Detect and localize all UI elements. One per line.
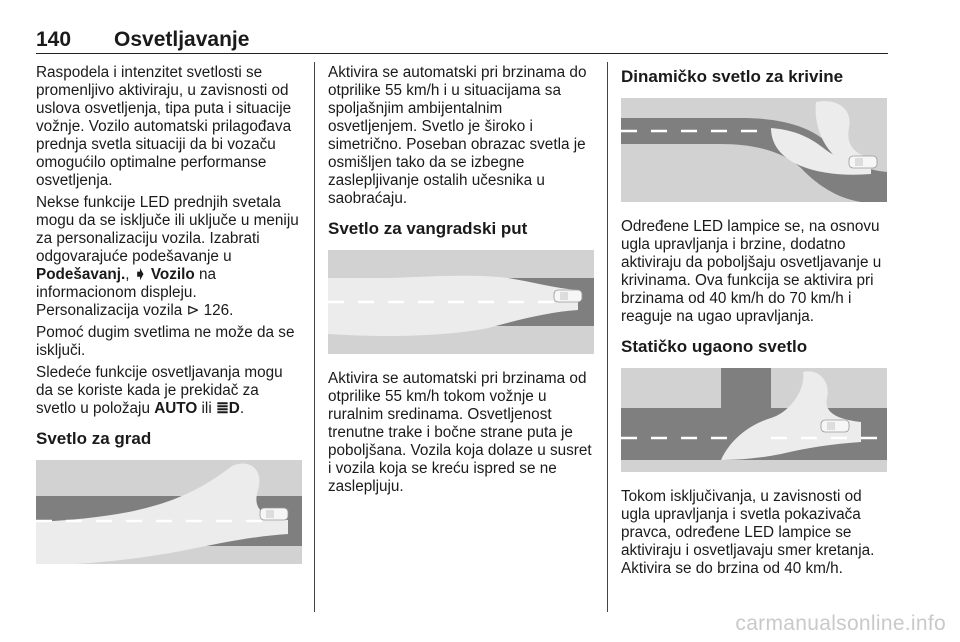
page-number: 140 xyxy=(36,28,72,51)
paragraph-static-light: Tokom isključivanja, u zavisnosti od ugla upravljanja i svetla pokazivača pravca, određene LED lampice se aktiviraju i osvetljavaju smer kretanja. Aktivira se do brzina od 40 km/h. xyxy=(621,488,875,577)
heading-city-light: Svetlo za grad xyxy=(36,429,152,448)
chapter-title: Osvetljavanje xyxy=(114,28,250,51)
page-ref-icon: ⊳ xyxy=(186,302,200,319)
dynamic-light-diagram xyxy=(621,98,887,202)
column-divider-1 xyxy=(314,62,315,612)
column-divider-2 xyxy=(607,62,608,612)
city-light-diagram xyxy=(36,460,302,564)
dynamic-light-figure xyxy=(621,98,887,202)
heading-country-light: Svetlo za vangradski put xyxy=(328,219,528,238)
paragraph-high-beam: Pomoć dugim svetlima ne može da se isključi. xyxy=(36,324,295,359)
paragraph-intro: Raspodela i intenzitet svetlosti se promenljivo aktiviraju, u zavisnosti od uslova osvetljenja, tipa puta i situacije vožnje. Vozilo automatski prilagođava prednja svetla situaciji da bi vozaču omogućilo optimalne performanse osvetljenja. xyxy=(36,64,292,189)
column-1 xyxy=(36,64,302,580)
country-light-figure xyxy=(328,250,594,354)
page-ref: 126. xyxy=(199,302,234,319)
menu-arrow-icon: ➧ xyxy=(133,266,147,283)
static-light-diagram xyxy=(621,368,887,472)
paragraph-city-light: Aktivira se automatski pri brzinama do otprilike 55 km/h i u situacijama sa spoljašnjim ambijentalnim osvetljenjem. Svetlo je široko i simetrično. Poseban obrazac svetla je osmišljen tako da se izbegne zaslepljivanje ostalih učesnika u saobraćaju. xyxy=(328,64,587,207)
watermark: carmanualsonline.info xyxy=(735,612,946,635)
column-3 xyxy=(621,64,887,582)
page-header xyxy=(36,22,888,54)
headlight-symbol-icon: ≣D xyxy=(215,400,240,417)
paragraph-country-light: Aktivira se automatski pri brzinama od otprilike 55 km/h tokom vožnje u ruralnim sredinama. Osvetljenost trenutne trake i bočne strane puta je poboljšana. Vozila koja dolaze u susret i vozila koja se kreću ispred se ne zaslepljuju. xyxy=(328,370,592,495)
paragraph-dynamic-light: Određene LED lampice se, na osnovu ugla upravljanja i brzine, dodatno aktiviraju da poboljšaju osvetljavanje u krivinama. Ova funkcija se aktivira pri brzinama od 40 km/h do 70 km/h i reaguje na ugao upravljanja. xyxy=(621,218,882,325)
menu-settings: Podešavanj. xyxy=(36,266,126,283)
heading-static-cornering-light: Statičko ugaono svetlo xyxy=(621,337,808,356)
country-light-diagram xyxy=(328,250,594,354)
auto-label: AUTO xyxy=(154,400,198,417)
column-2 xyxy=(328,64,594,500)
paragraph-functions: Sledeće funkcije osvetljavanja mogu da se koriste kada je prekidač za svetlo u položaju AUTO ili ≣D. xyxy=(36,364,283,417)
menu-vehicle: Vozilo xyxy=(146,266,195,283)
paragraph-personalization: Nekse funkcije LED prednjih svetala mogu da se isključe ili uključe u meniju za personalizaciju vozila. Izabrati odgovarajuće podešavanje u Podešavanj., ➧ Vozilo na informacionom displeju. Personalizacija vozila ⊳ 126. xyxy=(36,194,299,319)
heading-dynamic-bending-light: Dinamičko svetlo za krivine xyxy=(621,67,844,86)
city-light-figure xyxy=(36,460,302,564)
static-light-figure xyxy=(621,368,887,472)
